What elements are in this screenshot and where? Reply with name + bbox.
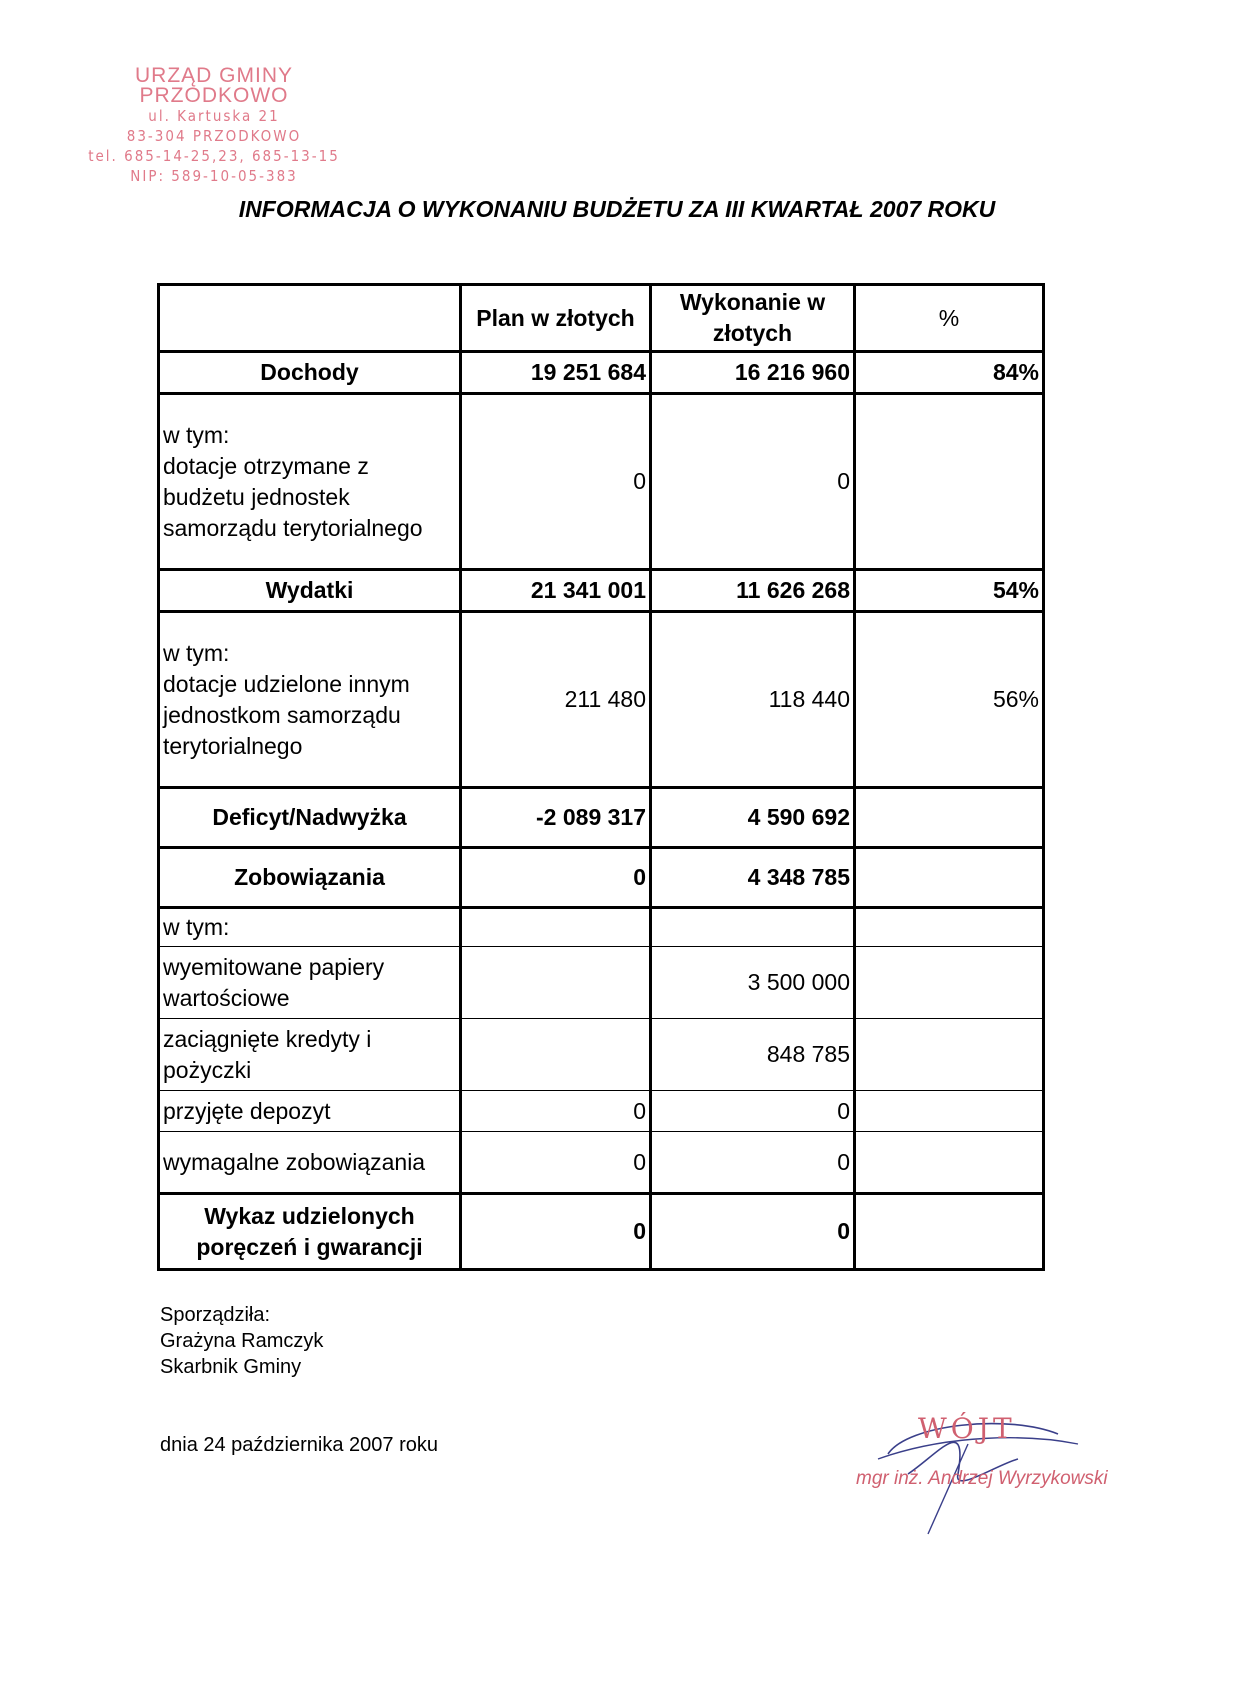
stamp-city: 83-304 PRZODKOWO xyxy=(126,127,302,145)
label-line: zaciągnięte kredyty i xyxy=(163,1025,372,1052)
row-wymagalne xyxy=(159,1132,1044,1194)
row-plan: -2 089 317 xyxy=(461,788,651,848)
stamp-phone: tel. 685-14-25,23, 685-13-15 xyxy=(88,147,340,165)
row-label: Zobowiązania xyxy=(159,848,461,908)
row-wykonanie: 0 xyxy=(651,1132,855,1194)
row-label: Deficyt/Nadwyżka xyxy=(159,788,461,848)
row-label xyxy=(159,394,461,570)
row-percent xyxy=(855,848,1044,908)
row-wykonanie: 4 590 692 xyxy=(651,788,855,848)
office-stamp xyxy=(64,66,364,186)
row-dochody xyxy=(159,352,1044,394)
header-wykonanie: Wykonanie w złotych xyxy=(651,285,855,352)
row-papiery xyxy=(159,947,1044,1019)
row-percent xyxy=(855,788,1044,848)
label-line: wyemitowane papiery xyxy=(163,953,385,980)
header-plan: Plan w złotych xyxy=(461,285,651,352)
row-label xyxy=(159,947,461,1019)
row-wydatki xyxy=(159,570,1044,612)
row-label xyxy=(159,1019,461,1091)
row-wykonanie: 0 xyxy=(651,1194,855,1270)
row-percent xyxy=(855,908,1044,947)
row-deficyt xyxy=(159,788,1044,848)
row-wykonanie xyxy=(651,908,855,947)
row-percent: 56% xyxy=(855,612,1044,788)
row-kredyty xyxy=(159,1019,1044,1091)
prepared-name: Grażyna Ramczyk xyxy=(160,1330,324,1352)
row-plan xyxy=(461,947,651,1019)
document-date: dnia 24 października 2007 roku xyxy=(160,1434,438,1456)
row-percent xyxy=(855,1132,1044,1194)
row-percent xyxy=(855,394,1044,570)
label-line: Wykaz udzielonych xyxy=(204,1202,415,1229)
row-zobowiazania xyxy=(159,848,1044,908)
stamp-office-name: URZĄD GMINY PRZODKOWO xyxy=(135,64,293,107)
row-label: Wydatki xyxy=(159,570,461,612)
header-empty xyxy=(159,285,461,352)
row-poreczenia xyxy=(159,1194,1044,1270)
row-percent: 84% xyxy=(855,352,1044,394)
row-label: w tym: xyxy=(159,908,461,947)
row-dotacje-otrzymane xyxy=(159,394,1044,570)
row-wykonanie: 0 xyxy=(651,394,855,570)
label-line: w tym: xyxy=(163,421,230,448)
row-percent xyxy=(855,1091,1044,1132)
row-label: wymagalne zobowiązania xyxy=(159,1132,461,1194)
row-wykonanie: 16 216 960 xyxy=(651,352,855,394)
label-line: pożyczki xyxy=(163,1056,252,1083)
row-percent xyxy=(855,1019,1044,1091)
row-label: przyjęte depozyt xyxy=(159,1091,461,1132)
row-label xyxy=(159,612,461,788)
document-title: INFORMACJA O WYKONANIU BUDŻETU ZA III KWARTAŁ 2007 ROKU xyxy=(238,196,996,222)
row-depozyt xyxy=(159,1091,1044,1132)
row-w-tym xyxy=(159,908,1044,947)
row-label xyxy=(159,1194,461,1270)
signature-title: WÓJT xyxy=(918,1412,1016,1445)
row-plan xyxy=(461,908,651,947)
label-line: jednostkom samorządu xyxy=(163,701,401,728)
label-line: budżetu jednostek xyxy=(163,483,350,510)
label-line: terytorialnego xyxy=(163,732,303,759)
row-wykonanie: 11 626 268 xyxy=(651,570,855,612)
row-dotacje-udzielone xyxy=(159,612,1044,788)
label-line: w tym: xyxy=(163,639,230,666)
row-plan: 0 xyxy=(461,848,651,908)
prepared-label: Sporządziła: xyxy=(160,1304,271,1326)
row-wykonanie: 4 348 785 xyxy=(651,848,855,908)
row-plan: 0 xyxy=(461,1132,651,1194)
budget-table xyxy=(157,283,1045,1271)
row-wykonanie: 848 785 xyxy=(651,1019,855,1091)
row-plan: 0 xyxy=(461,394,651,570)
row-plan: 211 480 xyxy=(461,612,651,788)
row-percent: 54% xyxy=(855,570,1044,612)
stamp-nip: NIP: 589-10-05-383 xyxy=(130,167,298,185)
row-plan: 21 341 001 xyxy=(461,570,651,612)
table-header-row xyxy=(159,285,1044,352)
label-line: poręczeń i gwarancji xyxy=(196,1233,423,1260)
row-plan: 0 xyxy=(461,1194,651,1270)
row-wykonanie: 0 xyxy=(651,1091,855,1132)
label-line: samorządu terytorialnego xyxy=(163,514,423,541)
label-line: dotacje otrzymane z xyxy=(163,452,369,479)
row-percent xyxy=(855,1194,1044,1270)
row-plan xyxy=(461,1019,651,1091)
row-wykonanie: 118 440 xyxy=(651,612,855,788)
prepared-by xyxy=(160,1302,323,1380)
label-line: wartościowe xyxy=(163,984,290,1011)
prepared-role: Skarbnik Gminy xyxy=(160,1356,302,1378)
header-percent: % xyxy=(855,285,1044,352)
row-plan: 0 xyxy=(461,1091,651,1132)
row-plan: 19 251 684 xyxy=(461,352,651,394)
row-label: Dochody xyxy=(159,352,461,394)
row-wykonanie: 3 500 000 xyxy=(651,947,855,1019)
label-line: dotacje udzielone innym xyxy=(163,670,410,697)
signature-name: mgr inż. Andrzej Wyrzykowski xyxy=(856,1468,1108,1489)
stamp-street: ul. Kartuska 21 xyxy=(148,107,280,125)
row-percent xyxy=(855,947,1044,1019)
